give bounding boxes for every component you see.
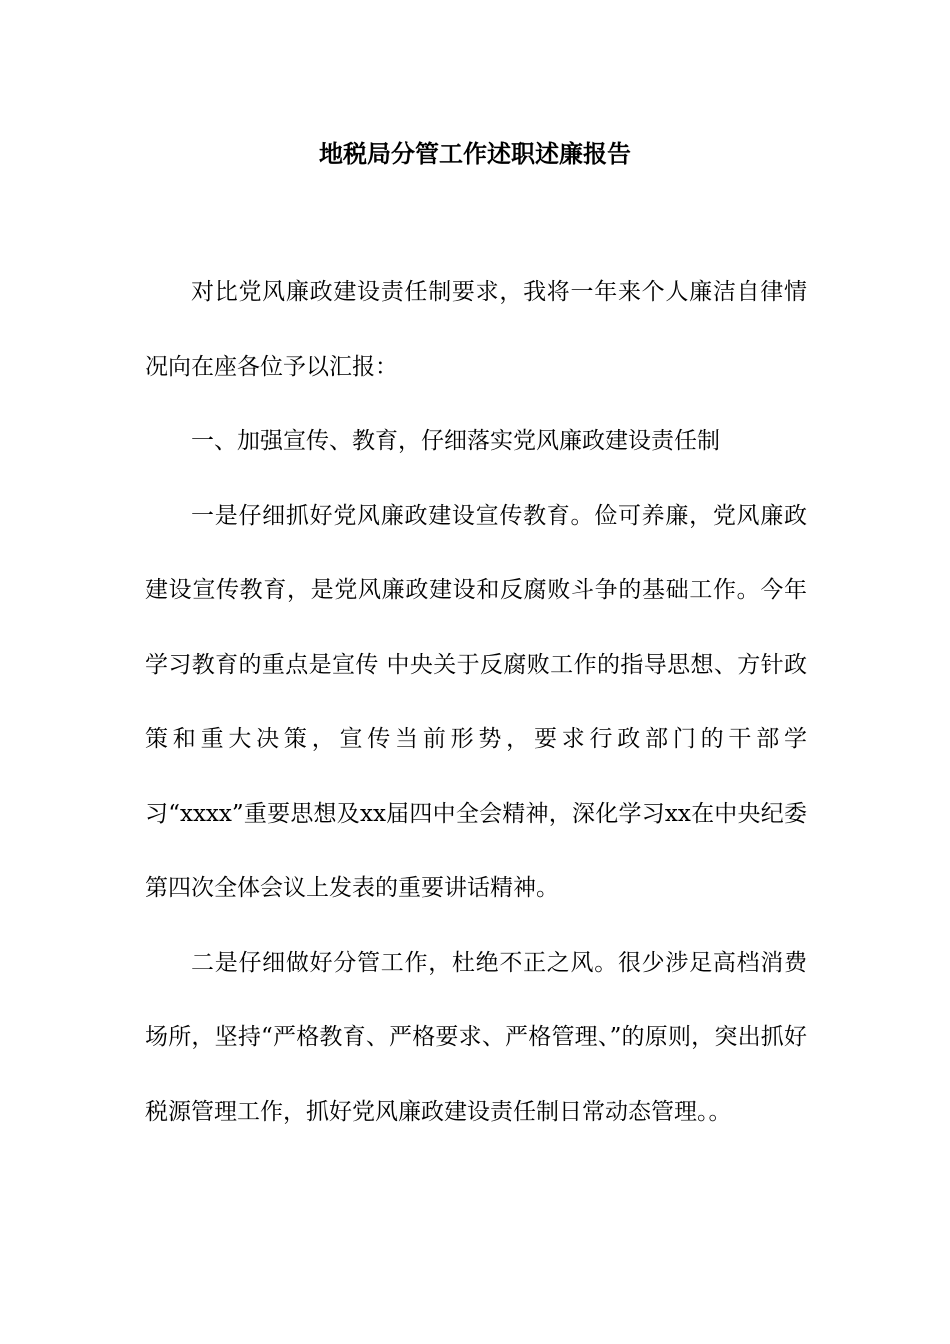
document-title: 地税局分管工作述职述廉报告 bbox=[319, 139, 631, 168]
paragraph-section-heading: 一、加强宣传、教育，仔细落实党风廉政建设责任制 bbox=[191, 428, 720, 454]
paragraph-point-one: 一是仔细抓好党风廉政建设宣传教育。俭可养廉，党风廉政建设宣传教育，是党风廉政建设和反腐败斗争的基础工作。今年学习教育的重点是宣传 中央关于反腐败工作的指导思想、方针政策和重大决策，宣传当前形势，要求行政部门的干部学习“xxxx”重要思想及xx届四中全会精神，深化学习xx在中央纪委第四次全体会议上发表的重要讲话精神。 bbox=[145, 502, 807, 901]
paragraph-point-two: 二是仔细做好分管工作，杜绝不正之风。很少涉足高档消费场所，坚持“严格教育、严格要求、严格管理、”的原则，突出抓好税源管理工作，抓好党风廉政建设责任制日常动态管理。。 bbox=[145, 949, 807, 1125]
document-body bbox=[145, 255, 807, 1149]
paragraph-intro: 对比党风廉政建设责任制要求，我将一年来个人廉洁自律情况向在座各位予以汇报： bbox=[145, 279, 807, 380]
